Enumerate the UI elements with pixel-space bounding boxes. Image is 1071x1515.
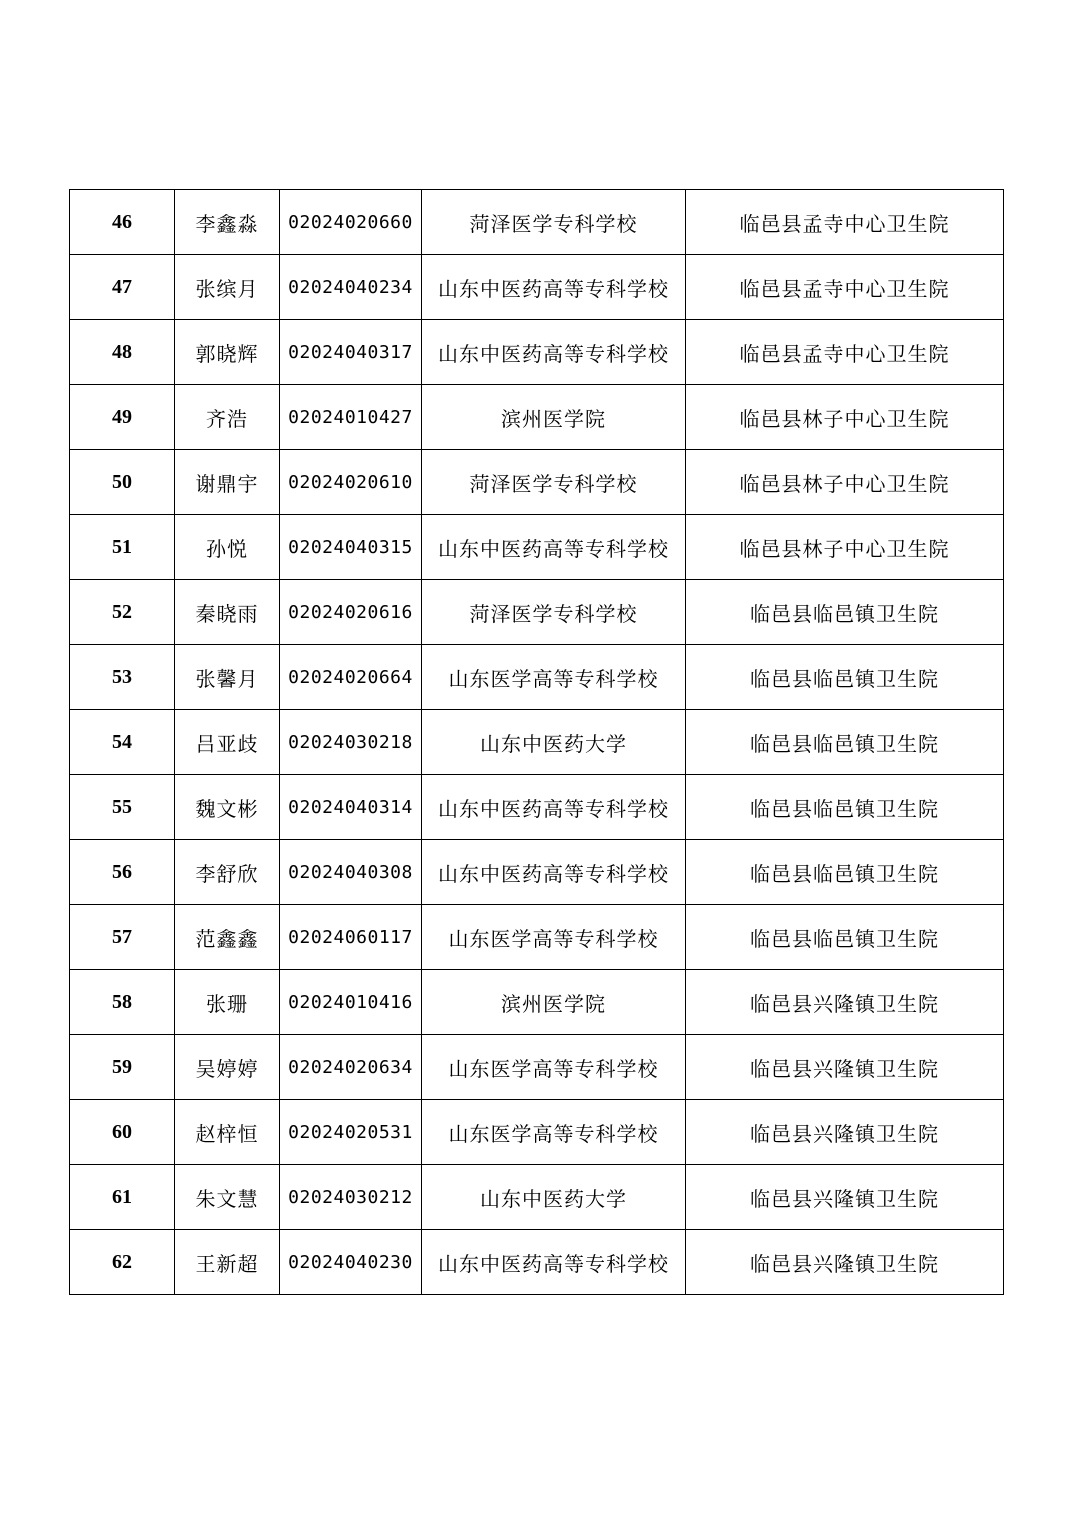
table-row <box>70 1165 1004 1230</box>
school-cell: 滨州医学院 <box>422 970 686 1035</box>
row-number-cell: 54 <box>70 710 175 775</box>
employer-unit-cell: 临邑县孟寺中心卫生院 <box>686 255 1004 320</box>
school-cell: 山东中医药高等专科学校 <box>422 775 686 840</box>
exam-id-cell: 02024020660 <box>280 190 422 255</box>
employer-unit-cell: 临邑县临邑镇卫生院 <box>686 775 1004 840</box>
table-row <box>70 320 1004 385</box>
exam-id-cell: 02024020610 <box>280 450 422 515</box>
exam-id-cell: 02024060117 <box>280 905 422 970</box>
employer-unit-cell: 临邑县林子中心卫生院 <box>686 515 1004 580</box>
exam-id-cell: 02024020664 <box>280 645 422 710</box>
employer-unit-cell: 临邑县临邑镇卫生院 <box>686 905 1004 970</box>
table-row <box>70 840 1004 905</box>
table-row <box>70 970 1004 1035</box>
school-cell: 山东中医药高等专科学校 <box>422 1230 686 1295</box>
exam-id-cell: 02024040308 <box>280 840 422 905</box>
row-number-cell: 53 <box>70 645 175 710</box>
name-cell: 孙悦 <box>175 515 280 580</box>
exam-id-cell: 02024010416 <box>280 970 422 1035</box>
school-cell: 菏泽医学专科学校 <box>422 580 686 645</box>
employer-unit-cell: 临邑县林子中心卫生院 <box>686 385 1004 450</box>
name-cell: 张馨月 <box>175 645 280 710</box>
name-cell: 赵梓恒 <box>175 1100 280 1165</box>
table-row <box>70 905 1004 970</box>
employer-unit-cell: 临邑县临邑镇卫生院 <box>686 645 1004 710</box>
table-row <box>70 645 1004 710</box>
name-cell: 谢鼎宇 <box>175 450 280 515</box>
school-cell: 菏泽医学专科学校 <box>422 450 686 515</box>
row-number-cell: 49 <box>70 385 175 450</box>
school-cell: 山东中医药高等专科学校 <box>422 515 686 580</box>
name-cell: 张缤月 <box>175 255 280 320</box>
name-cell: 齐浩 <box>175 385 280 450</box>
table-row <box>70 775 1004 840</box>
employer-unit-cell: 临邑县兴隆镇卫生院 <box>686 1100 1004 1165</box>
table-row <box>70 450 1004 515</box>
name-cell: 范鑫鑫 <box>175 905 280 970</box>
school-cell: 菏泽医学专科学校 <box>422 190 686 255</box>
row-number-cell: 59 <box>70 1035 175 1100</box>
school-cell: 山东医学高等专科学校 <box>422 905 686 970</box>
name-cell: 吕亚歧 <box>175 710 280 775</box>
school-cell: 山东医学高等专科学校 <box>422 1035 686 1100</box>
employer-unit-cell: 临邑县兴隆镇卫生院 <box>686 1165 1004 1230</box>
employer-unit-cell: 临邑县临邑镇卫生院 <box>686 710 1004 775</box>
name-cell: 郭晓辉 <box>175 320 280 385</box>
school-cell: 山东中医药高等专科学校 <box>422 255 686 320</box>
row-number-cell: 58 <box>70 970 175 1035</box>
exam-id-cell: 02024040230 <box>280 1230 422 1295</box>
school-cell: 山东医学高等专科学校 <box>422 645 686 710</box>
table-row <box>70 1230 1004 1295</box>
exam-id-cell: 02024020634 <box>280 1035 422 1100</box>
table-row <box>70 515 1004 580</box>
row-number-cell: 46 <box>70 190 175 255</box>
row-number-cell: 55 <box>70 775 175 840</box>
name-cell: 魏文彬 <box>175 775 280 840</box>
table-row <box>70 255 1004 320</box>
row-number-cell: 57 <box>70 905 175 970</box>
school-cell: 山东中医药高等专科学校 <box>422 320 686 385</box>
exam-id-cell: 02024040317 <box>280 320 422 385</box>
row-number-cell: 56 <box>70 840 175 905</box>
exam-id-cell: 02024040315 <box>280 515 422 580</box>
name-cell: 李舒欣 <box>175 840 280 905</box>
table-row <box>70 1035 1004 1100</box>
exam-id-cell: 02024010427 <box>280 385 422 450</box>
row-number-cell: 60 <box>70 1100 175 1165</box>
exam-id-cell: 02024030212 <box>280 1165 422 1230</box>
employer-unit-cell: 临邑县临邑镇卫生院 <box>686 580 1004 645</box>
table-row <box>70 1100 1004 1165</box>
employer-unit-cell: 临邑县孟寺中心卫生院 <box>686 320 1004 385</box>
row-number-cell: 47 <box>70 255 175 320</box>
name-cell: 王新超 <box>175 1230 280 1295</box>
row-number-cell: 50 <box>70 450 175 515</box>
row-number-cell: 52 <box>70 580 175 645</box>
school-cell: 山东医学高等专科学校 <box>422 1100 686 1165</box>
roster-table-body <box>70 190 1004 1295</box>
employer-unit-cell: 临邑县兴隆镇卫生院 <box>686 970 1004 1035</box>
school-cell: 山东中医药大学 <box>422 710 686 775</box>
name-cell: 秦晓雨 <box>175 580 280 645</box>
name-cell: 李鑫淼 <box>175 190 280 255</box>
school-cell: 滨州医学院 <box>422 385 686 450</box>
name-cell: 朱文慧 <box>175 1165 280 1230</box>
exam-id-cell: 02024040234 <box>280 255 422 320</box>
employer-unit-cell: 临邑县林子中心卫生院 <box>686 450 1004 515</box>
table-row <box>70 710 1004 775</box>
employer-unit-cell: 临邑县孟寺中心卫生院 <box>686 190 1004 255</box>
table-row <box>70 385 1004 450</box>
employer-unit-cell: 临邑县兴隆镇卫生院 <box>686 1230 1004 1295</box>
school-cell: 山东中医药高等专科学校 <box>422 840 686 905</box>
roster-table <box>69 189 1004 1295</box>
name-cell: 张珊 <box>175 970 280 1035</box>
school-cell: 山东中医药大学 <box>422 1165 686 1230</box>
employer-unit-cell: 临邑县兴隆镇卫生院 <box>686 1035 1004 1100</box>
exam-id-cell: 02024030218 <box>280 710 422 775</box>
name-cell: 吴婷婷 <box>175 1035 280 1100</box>
exam-id-cell: 02024040314 <box>280 775 422 840</box>
employer-unit-cell: 临邑县临邑镇卫生院 <box>686 840 1004 905</box>
exam-id-cell: 02024020531 <box>280 1100 422 1165</box>
row-number-cell: 62 <box>70 1230 175 1295</box>
row-number-cell: 61 <box>70 1165 175 1230</box>
row-number-cell: 51 <box>70 515 175 580</box>
table-row <box>70 190 1004 255</box>
exam-id-cell: 02024020616 <box>280 580 422 645</box>
row-number-cell: 48 <box>70 320 175 385</box>
table-row <box>70 580 1004 645</box>
